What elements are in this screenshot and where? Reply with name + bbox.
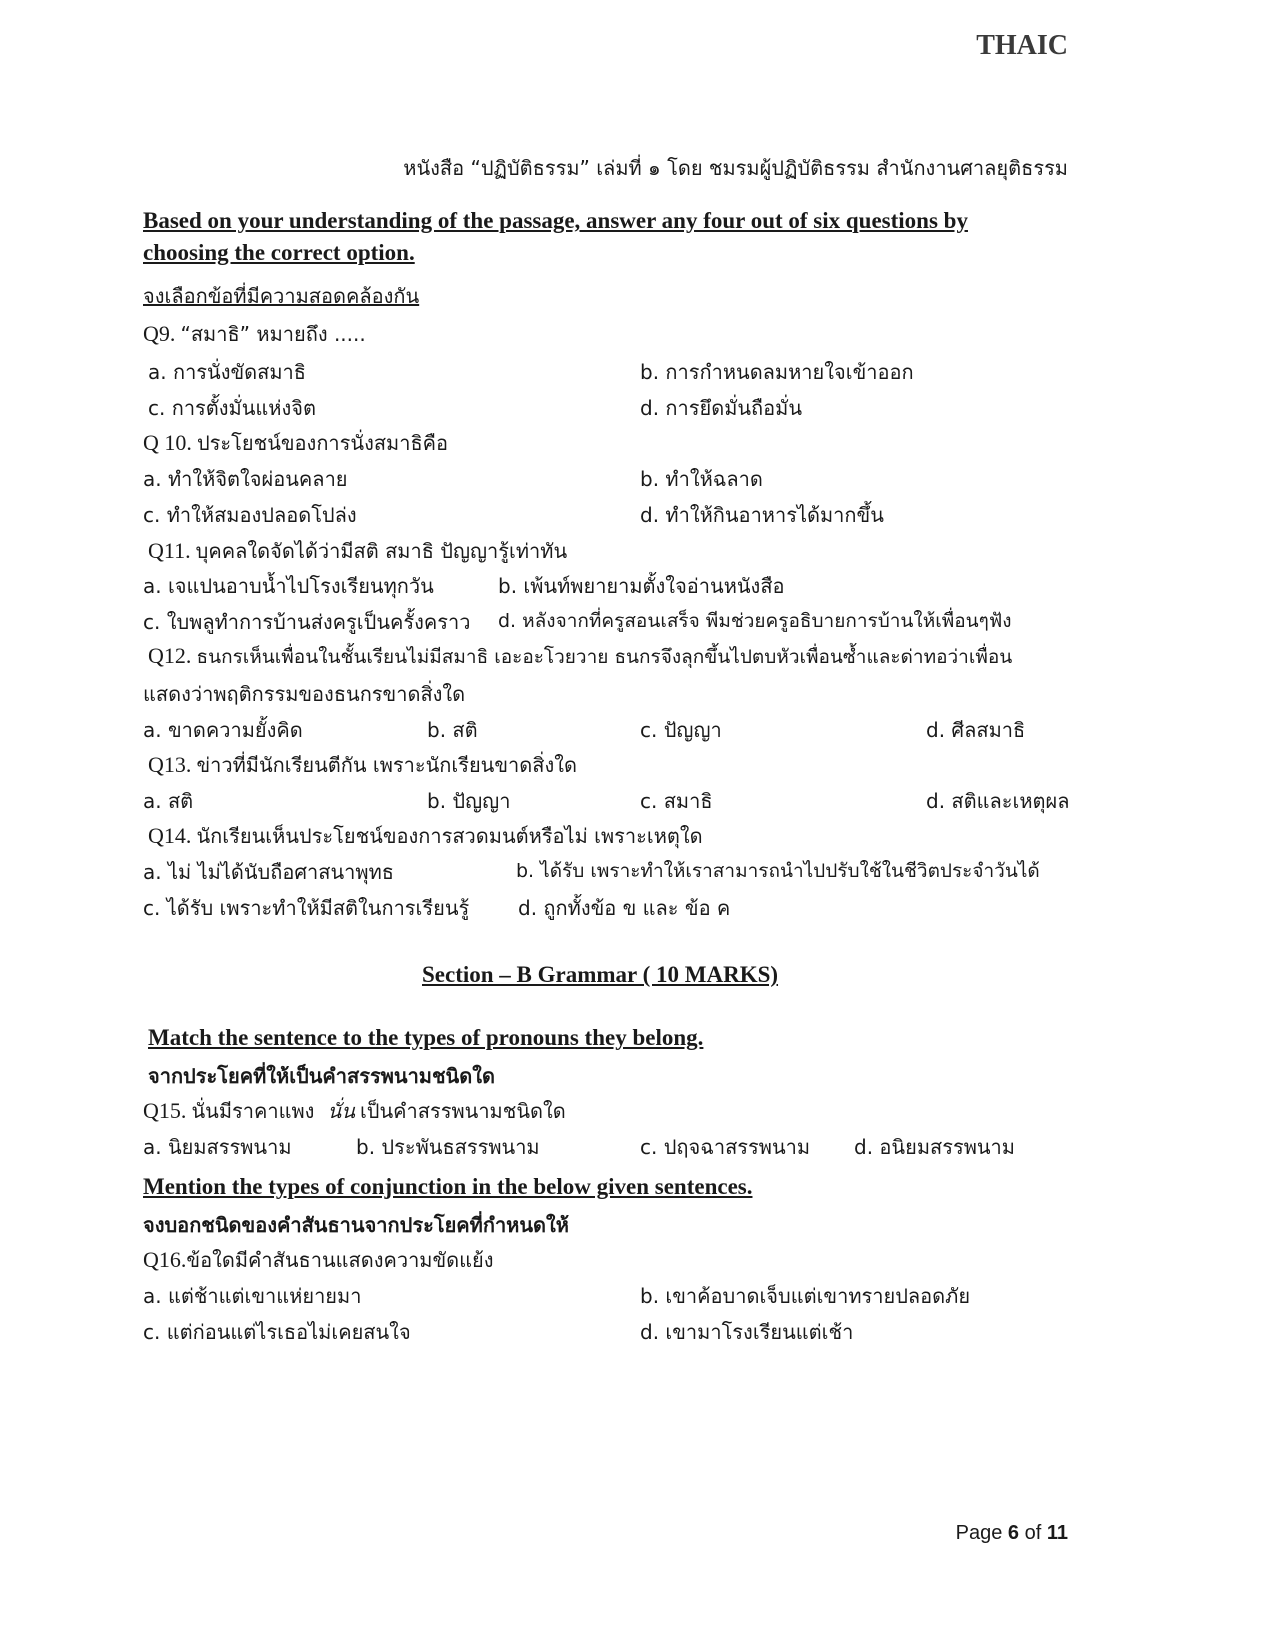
question-number: Q9.	[143, 321, 176, 346]
question-text: ข่าวที่มีนักเรียนตีกัน เพราะนักเรียนขาดสิ่งใด	[196, 753, 577, 777]
option-a: a. ทำให้จิตใจผ่อนคลาย	[143, 467, 348, 491]
question-q16	[143, 1244, 494, 1276]
page-footer	[956, 1522, 1068, 1545]
option-b: b. เขาค้อบาดเจ็บแต่เขาทรายปลอดภัย	[640, 1284, 971, 1308]
option-b: b. เพ้นท์พยายามตั้งใจอ่านหนังสือ	[498, 574, 785, 598]
question-q9	[143, 318, 366, 350]
question-emphasis: นั่น	[327, 1099, 355, 1123]
option-d: d. อนิยมสรรพนาม	[854, 1135, 1015, 1159]
question-number: Q15.	[143, 1098, 187, 1123]
question-q15	[143, 1095, 566, 1127]
option-c: c. แต่ก่อนแต่ไรเธอไม่เคยสนใจ	[143, 1320, 411, 1344]
option-d: d. ทำให้กินอาหารได้มากขึ้น	[640, 503, 884, 527]
question-text: “สมาธิ” หมายถึง .....	[180, 322, 366, 346]
of-label: of	[1024, 1522, 1042, 1544]
question-text-cont: แสดงว่าพฤติกรรมของธนกรขาดสิ่งใด	[143, 682, 466, 706]
brand-header: THAIC	[976, 30, 1068, 61]
option-a: a. ขาดความยั้งคิด	[143, 718, 303, 742]
page-label: Page	[955, 1522, 1003, 1544]
source-line: หนังสือ “ปฏิบัติธรรม” เล่มที่ ๑ โดย ชมรมผู้ปฏิบัติธรรม สำนักงานศาลยุติธรรม	[403, 156, 1068, 180]
instruction-th: จงเลือกข้อที่มีความสอดคล้องกัน	[143, 284, 420, 308]
section-b-title: Section – B Grammar ( 10 MARKS)	[422, 962, 779, 987]
option-a: a. นิยมสรรพนาม	[143, 1135, 292, 1159]
question-q14	[148, 820, 703, 852]
pronoun-instruction-th: จากประโยคที่ให้เป็นคำสรรพนามชนิดใด	[148, 1064, 495, 1088]
option-d: d. หลังจากที่ครูสอนเสร็จ พีมช่วยครูอธิบายการบ้านให้เพื่อนๆฟัง	[498, 610, 1012, 632]
question-number: Q16.	[143, 1247, 187, 1272]
question-number: Q13.	[148, 752, 192, 777]
option-d: d. การยึดมั่นถือมั่น	[640, 396, 803, 420]
question-text: ประโยชน์ของการนั่งสมาธิคือ	[196, 431, 449, 455]
option-d: d. ศีลสมาธิ	[926, 718, 1026, 742]
option-a: a. เจแปนอาบน้ำไปโรงเรียนทุกวัน	[143, 574, 434, 598]
option-b: b. ทำให้ฉลาด	[640, 467, 763, 491]
conjunction-instruction-th: จงบอกชนิดของคำสันธานจากประโยคที่กำหนดให้	[143, 1213, 569, 1237]
question-text: นั่นมีราคาแพง	[191, 1099, 315, 1123]
option-c: c. ทำให้สมองปลอดโปล่ง	[143, 503, 357, 527]
option-c: c. ปัญญา	[640, 718, 722, 742]
question-q12	[148, 642, 1012, 672]
question-number: Q 10.	[143, 430, 192, 455]
instruction-en-line-2: choosing the correct option.	[143, 240, 415, 265]
instruction-en-line-1: Based on your understanding of the passage, answer any four out of six questions by	[143, 208, 968, 233]
option-b: b. การกำหนดลมหายใจเข้าออก	[640, 360, 914, 384]
option-a: a. ไม่ ไม่ได้นับถือศาสนาพุทธ	[143, 860, 394, 884]
option-d: d. ถูกทั้งข้อ ข และ ข้อ ค	[518, 896, 731, 920]
option-c: c. ปฤจฉาสรรพนาม	[640, 1135, 811, 1159]
conjunction-instruction-en: Mention the types of conjunction in the below given sentences.	[143, 1174, 753, 1199]
question-text: ธนกรเห็นเพื่อนในชั้นเรียนไม่มีสมาธิ เอะอะโวยวาย ธนกรจึงลุกขึ้นไปตบหัวเพื่อนซ้ำและด่าทอว่าเพื่อน	[196, 646, 1013, 668]
option-d: d. สติและเหตุผล	[926, 789, 1070, 813]
question-q11	[148, 535, 567, 567]
pronoun-instruction-en: Match the sentence to the types of pronouns they belong.	[148, 1025, 704, 1050]
option-b: b. ได้รับ เพราะทำให้เราสามารถนำไปปรับใช้ในชีวิตประจำวันได้	[516, 860, 1040, 882]
option-c: c. ใบพลูทำการบ้านส่งครูเป็นครั้งคราว	[143, 610, 471, 634]
question-q13	[148, 749, 577, 781]
option-b: b. ประพันธสรรพนาม	[356, 1135, 540, 1159]
question-number: Q12.	[148, 643, 192, 668]
question-q10	[143, 427, 448, 459]
question-text-end: เป็นคำสรรพนามชนิดใด	[359, 1099, 566, 1123]
question-text: ข้อใดมีคำสันธานแสดงความขัดแย้ง	[186, 1248, 494, 1272]
option-a: a. แต่ช้าแต่เขาแห่ยายมา	[143, 1284, 362, 1308]
question-number: Q14.	[148, 823, 192, 848]
option-c: c. สมาธิ	[640, 789, 713, 813]
question-number: Q11.	[148, 538, 191, 563]
option-a: a. สติ	[143, 789, 194, 813]
option-b: b. ปัญญา	[427, 789, 511, 813]
page-number: 6	[1007, 1522, 1020, 1544]
option-b: b. สติ	[427, 718, 478, 742]
option-c: c. ได้รับ เพราะทำให้มีสติในการเรียนรู้	[143, 896, 470, 920]
question-text: นักเรียนเห็นประโยชน์ของการสวดมนต์หรือไม่ เพราะเหตุใด	[196, 824, 703, 848]
page-total: 11	[1046, 1522, 1068, 1544]
question-text: บุคคลใดจัดได้ว่ามีสติ สมาธิ ปัญญารู้เท่าทัน	[195, 539, 568, 563]
option-a: a. การนั่งขัดสมาธิ	[148, 360, 306, 384]
option-c: c. การตั้งมั่นแห่งจิต	[148, 396, 316, 420]
option-d: d. เขามาโรงเรียนแต่เช้า	[640, 1320, 854, 1344]
